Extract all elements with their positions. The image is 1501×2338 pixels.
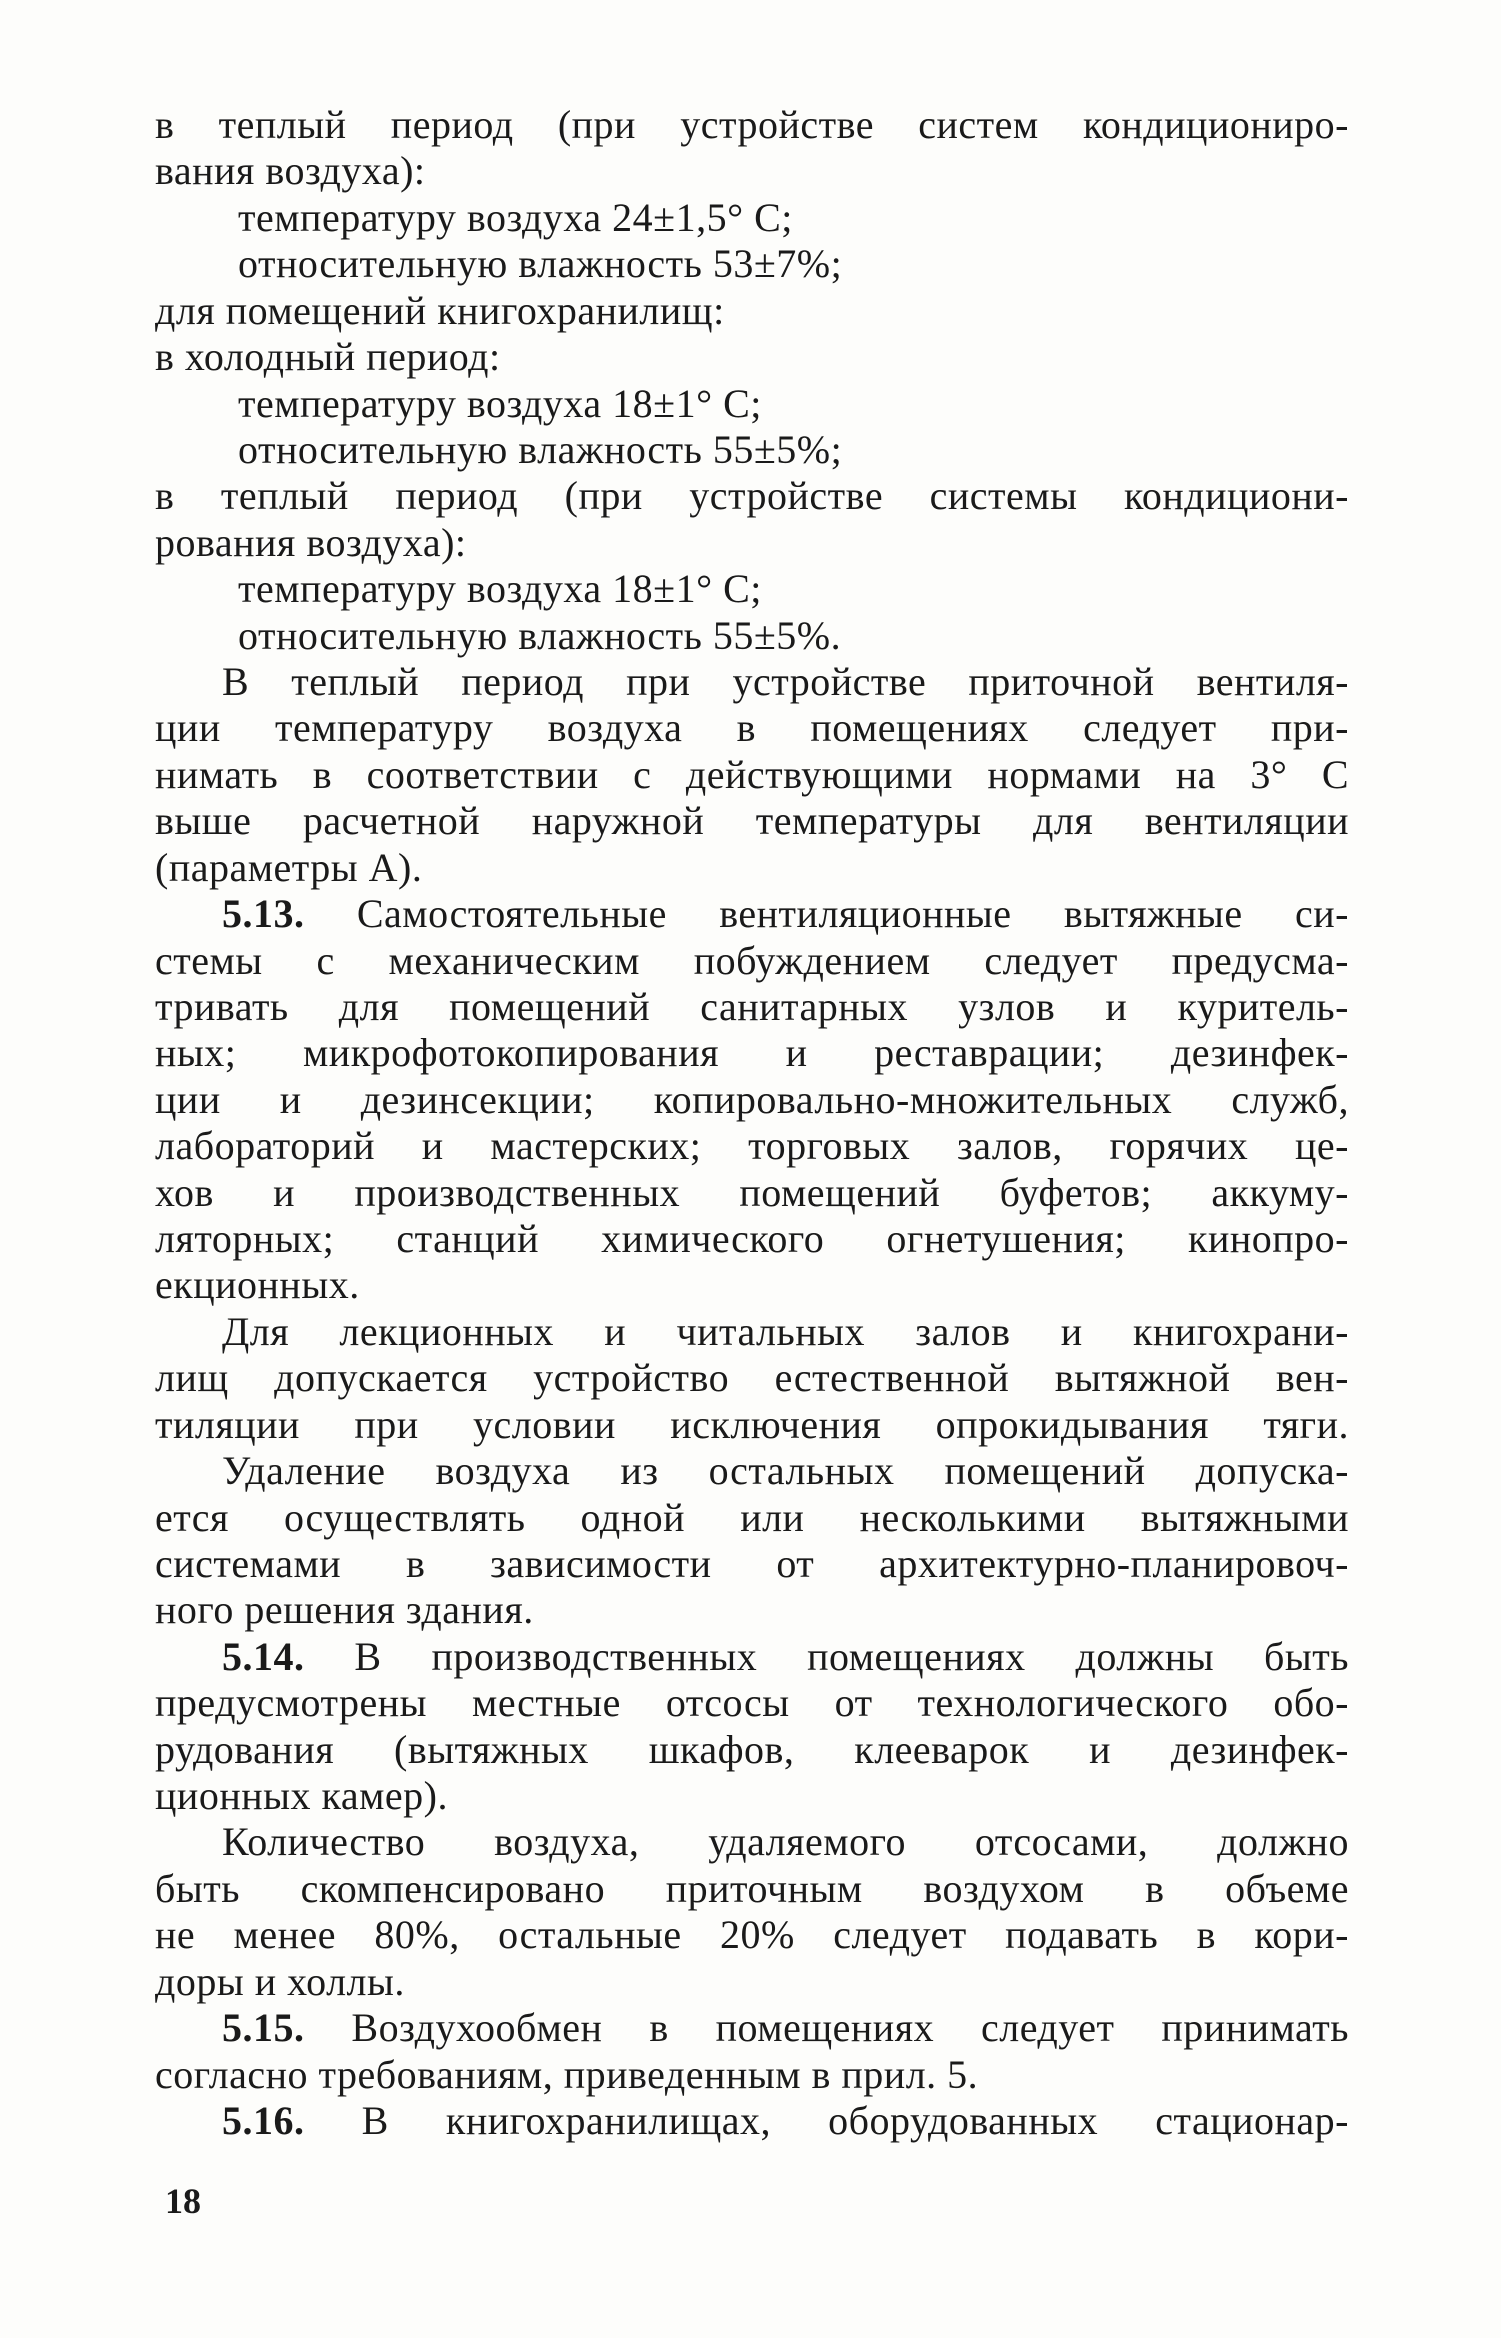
text-line: стемы с механическим побуждением следует предусма- [155,938,1349,983]
text-line: в холодный период: [155,334,501,379]
text-line: в теплый период (при устройстве систем кондициониро- [155,102,1349,147]
text-line: согласно требованиям, приведенным в прил. 5. [155,2052,979,2097]
text-line: температуру воздуха 24±1,5° С; [238,195,793,240]
text-line: ции и дезинсекции; копировально-множительных служб, [155,1077,1349,1122]
clause-text: Самостоятельные вентиляционные вытяжные си- [356,891,1349,936]
text-line: Удаление воздуха из остальных помещений допуска- [222,1448,1349,1493]
text-line: (параметры А). [155,845,423,890]
text-line: нимать в соответствии с действующими нормами на 3° С [155,752,1349,797]
text-line: относительную влажность 55±5%. [238,613,842,658]
text-line: выше расчетной наружной температуры для вентиляции [155,798,1349,843]
text-line: лабораторий и мастерских; торговых залов, горячих це- [155,1123,1349,1168]
text-line: вания воздуха): [155,148,426,193]
page-number: 18 [165,2181,201,2221]
clause-number: 5.14. [222,1634,305,1679]
text-line: В теплый период при устройстве приточной вентиля- [222,659,1349,704]
text-line: ляторных; станций химического огнетушения; кинопро- [155,1216,1349,1261]
text-line: ного решения здания. [155,1587,534,1632]
clause-text: Воздухообмен в помещениях следует принимать [351,2005,1349,2050]
text-line: ции температуру воздуха в помещениях следует при- [155,705,1349,750]
text-line: системами в зависимости от архитектурно-планировоч- [155,1541,1349,1586]
text-line: ционных камер). [155,1773,448,1818]
text-line: быть скомпенсировано приточным воздухом в объеме [155,1866,1349,1911]
text-line: екционных. [155,1262,360,1307]
text-line: температуру воздуха 18±1° С; [238,381,762,426]
text-line: в теплый период (при устройстве системы кондициони- [155,473,1349,518]
text-line: ется осуществлять одной или несколькими вытяжными [155,1495,1349,1540]
text-line: Количество воздуха, удаляемого отсосами, должно [222,1819,1349,1864]
text-line: Для лекционных и читальных залов и книгохрани- [222,1309,1349,1354]
text-line: ных; микрофотокопирования и реставрации; дезинфек- [155,1030,1349,1075]
clause-number: 5.16. [222,2098,305,2143]
clause-5-13-line [222,891,1349,937]
text-line: для помещений книгохранилищ: [155,288,725,333]
text-line: тиляции при условии исключения опрокидывания тяги. [155,1402,1349,1447]
clause-text: В книгохранилищах, оборудованных стационар- [361,2098,1349,2143]
text-line: предусмотрены местные отсосы от технологического обо- [155,1680,1349,1725]
clause-line [222,2098,1349,2144]
text-line: температуру воздуха 18±1° С; [238,566,762,611]
clause-line [222,2005,1349,2051]
text-line: рования воздуха): [155,520,467,565]
clause-5-14-line [222,1634,1349,1680]
text-line: тривать для помещений санитарных узлов и куритель- [155,984,1349,1029]
text-line: относительную влажность 53±7%; [238,241,843,286]
clause-text: В производственных помещениях должны быть [354,1634,1350,1679]
text-line: не менее 80%, остальные 20% следует подавать в кори- [155,1912,1349,1957]
text-line: относительную влажность 55±5%; [238,427,843,472]
clause-number: 5.13. [222,891,305,936]
text-line: хов и производственных помещений буфетов; аккуму- [155,1170,1349,1215]
text-line: рудования (вытяжных шкафов, клееварок и дезинфек- [155,1727,1349,1772]
text-line: лищ допускается устройство естественной вытяжной вен- [155,1355,1349,1400]
text-line: доры и холлы. [155,1959,405,2004]
clause-number: 5.15. [222,2005,305,2050]
